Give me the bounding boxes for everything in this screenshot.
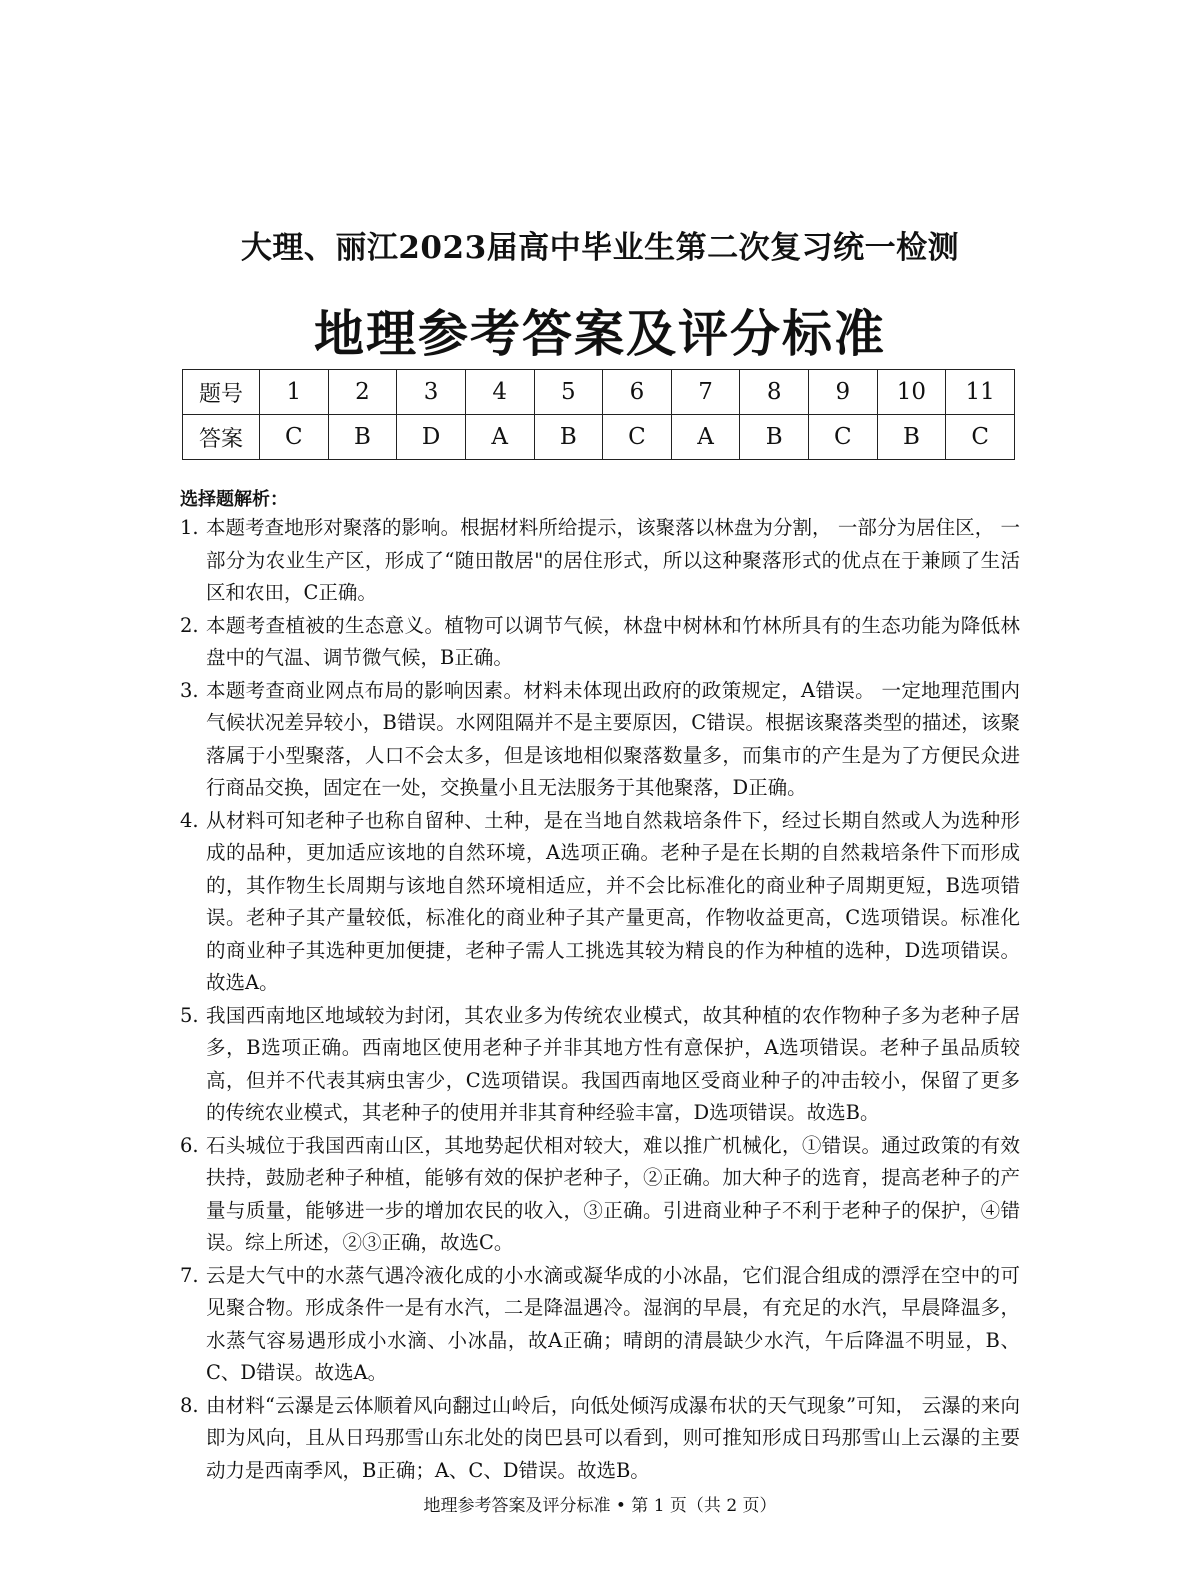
item-text: 从材料可知老种子也称自留种、土种，是在当地自然栽培条件下，经过长期自然或人为选种形成的品种，更加适应该地的自然环境，A选项正确。老种子是在长期的自然栽培条件下而形成的，其作物生长周期与该地自然环境相适应，并不会比标准化的商业种子周期更短，B选项错误。老种子其产量较低，标准化的商业种子其产量更高，作物收益更高，C选项错误。标准化的商业种子其选种更加便捷，老种子需人工挑选其较为精良的作为种植的选种，D选项错误。故选A。 xyxy=(206,808,1020,994)
item-number: 2. xyxy=(180,613,199,637)
item-number: 7. xyxy=(180,1263,199,1287)
list-item xyxy=(180,610,1020,675)
answer-row-label: 答案 xyxy=(183,415,260,460)
item-text: 云是大气中的水蒸气遇冷液化成的小水滴或凝华成的小冰晶，它们混合组成的漂浮在空中的可见聚合物。形成条件一是有水汽，二是降温遇冷。湿润的早晨，有充足的水汽，早晨降温多，水蒸气容易遇形成小水滴、小冰晶，故A正确；晴朗的清晨缺少水汽，午后降温不明显，B、C、D错误。故选A。 xyxy=(206,1263,1020,1384)
item-number: 3. xyxy=(180,678,199,702)
item-text: 本题考查地形对聚落的影响。根据材料所给提示，该聚落以林盘为分割， 一部分为居住区， 一部分为农业生产区，形成了“随田散居"的居住形式，所以这种聚落形式的优点在于兼顾了生活区和农田，C正确。 xyxy=(206,516,1020,604)
analysis-list xyxy=(180,512,1020,1487)
question-number: 2 xyxy=(328,370,397,415)
question-number: 3 xyxy=(397,370,466,415)
answer-cell: C xyxy=(260,415,329,460)
answer-cell: B xyxy=(328,415,397,460)
question-number: 5 xyxy=(534,370,603,415)
answer-table xyxy=(182,369,1015,460)
question-number: 11 xyxy=(946,370,1015,415)
question-number: 4 xyxy=(465,370,534,415)
answer-cell: C xyxy=(809,415,878,460)
item-number: 4. xyxy=(180,808,199,832)
answer-cell: B xyxy=(877,415,946,460)
item-number: 6. xyxy=(180,1133,199,1157)
answer-row xyxy=(183,415,1015,460)
number-row-label: 题号 xyxy=(183,370,260,415)
list-item xyxy=(180,675,1020,805)
analysis-heading: 选择题解析： xyxy=(180,489,288,510)
number-row xyxy=(183,370,1015,415)
item-text: 由材料“云瀑是云体顺着风向翻过山岭后，向低处倾泻成瀑布状的天气现象”可知， 云瀑的来向即为风向，且从日玛那雪山东北处的岗巴县可以看到，则可推知形成日玛那雪山上云瀑的主要动力是西南季风，B正确；A、C、D错误。故选B。 xyxy=(206,1393,1020,1482)
answer-cell: C xyxy=(946,415,1015,460)
list-item xyxy=(180,1130,1020,1260)
answer-cell: A xyxy=(465,415,534,460)
question-number: 9 xyxy=(809,370,878,415)
exam-subtitle: 大理、丽江2023届高中毕业生第二次复习统一检测 xyxy=(240,230,960,266)
page-title: 地理参考答案及评分标准 xyxy=(314,304,886,363)
item-number: 1. xyxy=(180,516,199,539)
item-text: 本题考查商业网点布局的影响因素。材料未体现出政府的政策规定，A错误。 一定地理范围内气候状况差异较小，B错误。水网阻隔并不是主要原因，C错误。根据该聚落类型的描述，该聚落属于小型聚落，人口不会太多，但是该地相似聚落数量多，而集市的产生是为了方便民众进行商品交换，固定在一处，交换量小且无法服务于其他聚落，D正确。 xyxy=(206,678,1020,799)
list-item xyxy=(180,512,1020,610)
question-number: 7 xyxy=(671,370,740,415)
item-number: 5. xyxy=(180,1003,199,1027)
question-number: 6 xyxy=(603,370,672,415)
answer-cell: A xyxy=(671,415,740,460)
answer-cell: B xyxy=(534,415,603,460)
answer-cell: C xyxy=(603,415,672,460)
list-item xyxy=(180,1390,1020,1488)
question-number: 10 xyxy=(877,370,946,415)
list-item xyxy=(180,1000,1020,1130)
item-number: 8. xyxy=(180,1393,199,1417)
question-number: 1 xyxy=(260,370,329,415)
item-text: 本题考查植被的生态意义。植物可以调节气候，林盘中树林和竹林所具有的生态功能为降低林盘中的气温、调节微气候，B正确。 xyxy=(206,613,1020,669)
item-text: 石头城位于我国西南山区，其地势起伏相对较大，难以推广机械化，①错误。通过政策的有效扶持，鼓励老种子种植，能够有效的保护老种子，②正确。加大种子的选育，提高老种子的产量与质量，能够进一步的增加农民的收入，③正确。引进商业种子不利于老种子的保护，④错误。综上所述，②③正确，故选C。 xyxy=(206,1133,1020,1254)
list-item xyxy=(180,805,1020,1000)
answer-cell: D xyxy=(397,415,466,460)
list-item xyxy=(180,1260,1020,1390)
page-footer: 地理参考答案及评分标准 • 第 1 页（共 2 页） xyxy=(423,1496,777,1516)
answer-cell: B xyxy=(740,415,809,460)
item-text: 我国西南地区地域较为封闭，其农业多为传统农业模式，故其种植的农作物种子多为老种子居多，B选项正确。西南地区使用老种子并非其地方性有意保护，A选项错误。老种子虽品质较高，但并不代表其病虫害少，C选项错误。我国西南地区受商业种子的冲击较小，保留了更多的传统农业模式，其老种子的使用并非其育种经验丰富，D选项错误。故选B。 xyxy=(206,1003,1020,1124)
question-number: 8 xyxy=(740,370,809,415)
